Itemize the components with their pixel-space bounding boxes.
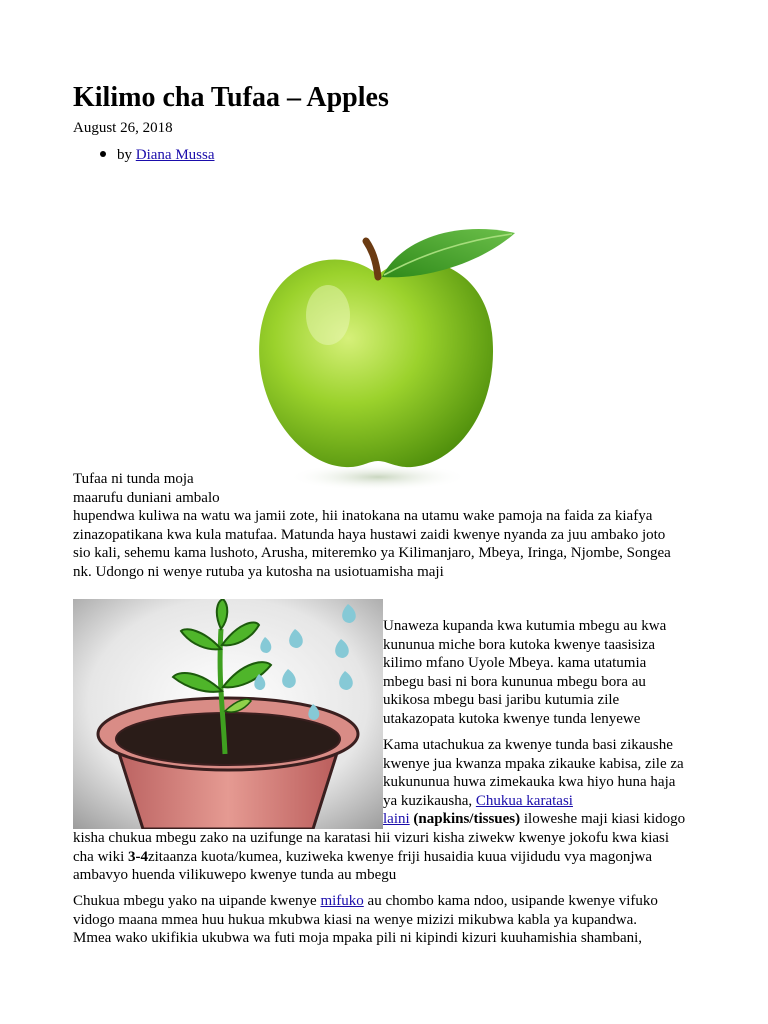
paragraph-line: Mmea wako ukifikia ukubwa wa futi moja mpaka pili ni kipindi kizuri kuuhamishia shambani, [73,930,643,947]
byline-prefix: by [117,147,132,163]
paragraph-line: Tufaa ni tunda moja [73,471,194,487]
paragraph-line: Kama utachukua za kwenye tunda basi zikaushe [383,737,673,753]
paragraph-line: nk. Udongo ni wenye rutuba ya kutosha na usiotuamisha maji [73,563,444,580]
paragraph-line: mbegu basi ni bora kununua mbegu bora au [383,673,646,690]
paragraph-line: Unaweza kupanda kwa kutumia mbegu au kwa [383,618,667,634]
paragraph-line [383,792,698,811]
text-run: au chombo kama ndoo, usipande kwenye vifuko [363,893,658,909]
tissue-link[interactable]: Chukua karatasi [475,792,573,809]
text-run: iloweshe maji kiasi kidogo [520,811,686,828]
text-run: zitaanza kuota/kumea, kuziweka kwenye friji husaidia kuua vijidudu vya magonjwa [147,848,652,865]
paragraph-line: ukikosa mbegu basi jaribu kutumia zile [383,692,620,709]
bold-text: 3-4 [127,848,148,865]
paragraph-line: ambavyo huenda vilikuwepo kwenye tunda au mbegu [73,867,397,884]
paragraph-transplanting [73,892,698,948]
paragraph-intro [73,470,693,582]
text-run: cha wiki [73,848,128,865]
text-run: ya kuzikausha, [383,792,476,809]
paragraph-line [73,848,698,867]
paragraph-planting [383,617,693,729]
paragraph-storage [73,829,698,885]
paragraph-line [383,810,698,829]
bold-text: (napkins/tissues) [409,811,521,828]
paragraph-line: kukununua huwa zimekauka kwa hiyo huna haja [383,774,676,791]
article-title: Kilimo cha Tufaa – Apples [73,82,389,113]
byline [100,146,215,164]
bullet-icon [100,151,106,157]
author-link[interactable]: Diana Mussa [135,147,215,163]
paragraph-drying [383,736,698,829]
paragraph-line: kilimo mfano Uyole Mbeya. kama utatumia [383,655,647,672]
article-date: August 26, 2018 [73,120,173,136]
seedling-pot-image [73,599,383,829]
apple-image [250,215,520,495]
paragraph-line: kisha chukua mbegu zako na uzifunge na karatasi hii vizuri kisha ziwekw kwenye jokofu kwa kiasi [73,830,670,846]
paragraph-line: vidogo maana mmea huu hukua mkubwa kiasi na wenye mizizi mikubwa kabla ya kupandwa. [73,911,638,928]
paragraph-line: maarufu duniani ambalo [73,489,220,506]
paragraph-line: kununua miche bora kutoka kwenye taasisiza [383,636,655,653]
paragraph-line: zinazopatikana kwa kula matufaa. Matunda haya hustawi zaidi kwenye nyanda za juu ambako joto [73,526,666,543]
bags-link[interactable]: mifuko [320,893,364,909]
paragraph-line: kwenye jua kwanza mpaka zikauke kabisa, zile za [383,755,684,772]
tissue-link-continued[interactable]: laini [383,811,410,828]
paragraph-line [73,892,698,911]
text-run: Chukua mbegu yako na uipande kwenye [73,893,321,909]
paragraph-line: hupendwa kuliwa na watu wa jamii zote, hii inatokana na utamu wake pamoja na faida za kiafya [73,508,653,525]
paragraph-line: sio kali, sehemu kama lushoto, Arusha, miteremko ya Kilimanjaro, Mbeya, Iringa, Njombe, Songea [73,545,671,562]
paragraph-line: utakazopata kutoka kwenye tunda lenyewe [383,710,641,727]
